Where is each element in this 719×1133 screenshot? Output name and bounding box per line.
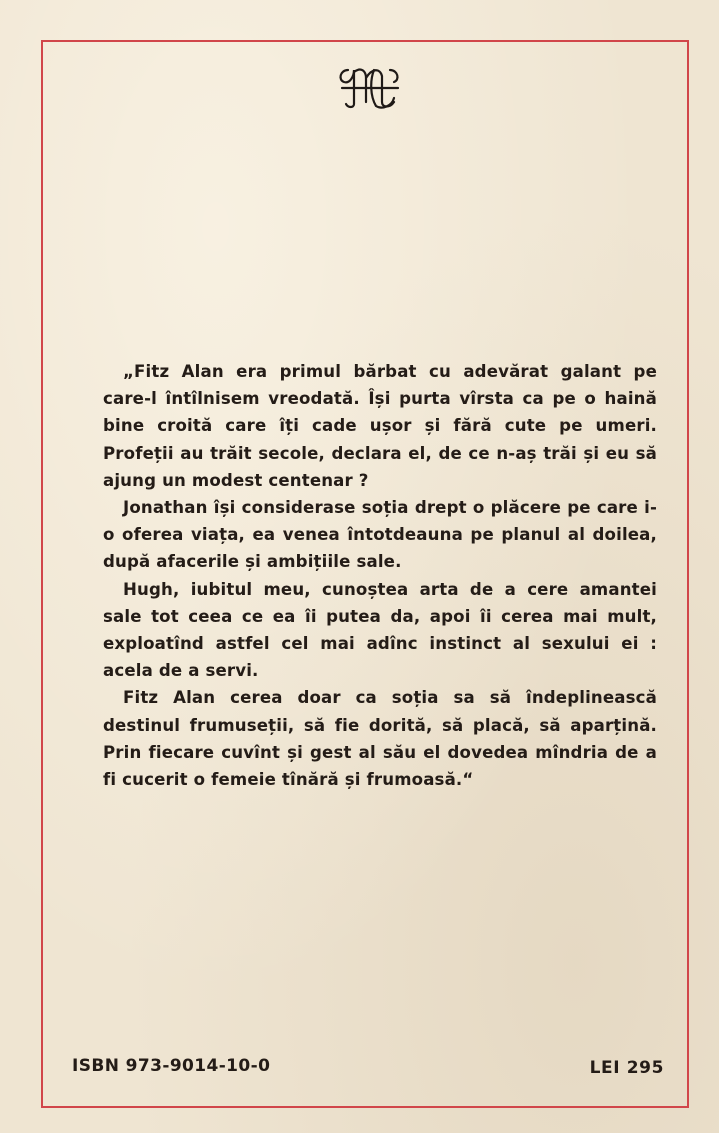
back-cover-blurb [103,358,657,793]
blurb-paragraph-1: „Fitz Alan era primul bărbat cu adevărat galant pe care-l întîlnisem vreodată. Își purta vîrsta ca pe o haină bine croită care îți cade ușor și fără cute pe umeri. Profeții au trăit secole, declara el, de ce n-aș trăi și eu să ajung un modest centenar ? [103,362,657,490]
price-label: LEI 295 [589,1058,664,1078]
blurb-paragraph-3: Hugh, iubitul meu, cunoștea arta de a cere amantei sale tot ceea ce ea îi putea da, apoi îi cerea mai mult, exploatînd astfel cel mai adînc instinct al sexului ei : acela de a servi. [103,579,657,681]
blurb-paragraph-4: Fitz Alan cerea doar ca soția sa să îndeplinească destinul frumuseții, să fie dorită, să placă, să aparțină. Prin fiecare cuvînt și gest al său el dovedea mîndria de a fi cucerit o femeie tînără și frumoasă.“ [103,688,657,790]
blurb-paragraph-2: Jonathan își considerase soția drept o plăcere pe care i-o oferea viața, ea venea întotdeauna pe planul al doilea, după afacerile și ambițiile sale. [103,498,657,572]
isbn-number: ISBN 973-9014-10-0 [72,1056,271,1076]
publisher-monogram-icon [334,62,406,112]
